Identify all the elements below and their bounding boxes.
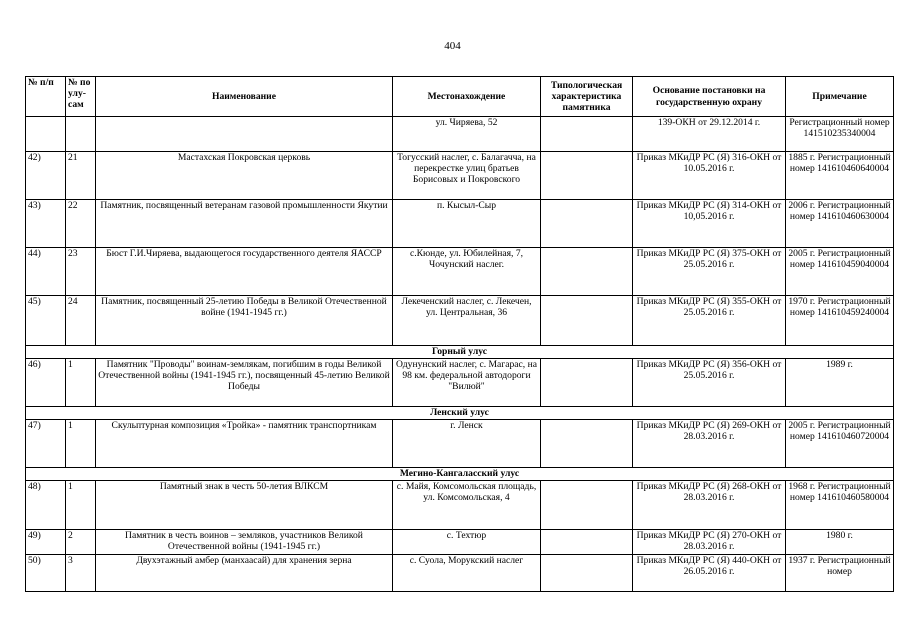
cell-basis: Приказ МКиДР РС (Я) 440-ОКН от 26.05.2016 г. xyxy=(633,555,786,592)
cell-type xyxy=(541,117,633,152)
header-note: Примечание xyxy=(786,77,894,117)
section-title: Ленский улус xyxy=(26,407,894,420)
cell-note: 1970 г. Регистрационный номер 141610459240004 xyxy=(786,296,894,346)
section-row xyxy=(26,468,894,481)
cell-num: 47) xyxy=(26,420,66,468)
header-location: Местонахождение xyxy=(393,77,541,117)
cell-location: с. Суола, Морукский наслег xyxy=(393,555,541,592)
cell-ulus-num: 1 xyxy=(66,481,96,530)
cell-location: с. Майя, Комсомольская площадь, ул. Комсомольская, 4 xyxy=(393,481,541,530)
cell-note: 1989 г. xyxy=(786,359,894,407)
cell-ulus-num xyxy=(66,117,96,152)
cell-name: Памятный знак в честь 50-летия ВЛКСМ xyxy=(96,481,393,530)
cell-ulus-num: 22 xyxy=(66,200,96,248)
cell-note: 1968 г. Регистрационный номер 141610460580004 xyxy=(786,481,894,530)
cell-note: 2005 г. Регистрационный номер 141610460720004 xyxy=(786,420,894,468)
section-title: Горный улус xyxy=(26,346,894,359)
table-row xyxy=(26,420,894,468)
cell-num: 48) xyxy=(26,481,66,530)
table-row xyxy=(26,555,894,592)
section-row xyxy=(26,407,894,420)
cell-basis: Приказ МКиДР РС (Я) 314-ОКН от 10,05.2016 г. xyxy=(633,200,786,248)
section-row xyxy=(26,346,894,359)
cell-name xyxy=(96,117,393,152)
table-row xyxy=(26,296,894,346)
cell-basis: Приказ МКиДР РС (Я) 270-ОКН от 28.03.2016 г. xyxy=(633,530,786,555)
table-row xyxy=(26,530,894,555)
section-title: Мегино-Кангаласский улус xyxy=(26,468,894,481)
cell-basis: Приказ МКиДР РС (Я) 316-ОКН от 10.05.2016 г. xyxy=(633,152,786,200)
cell-basis: 139-ОКН от 29.12.2014 г. xyxy=(633,117,786,152)
cell-num: 44) xyxy=(26,248,66,296)
cell-location: Лекеченский наслег, с. Лекечен, ул. Центральная, 36 xyxy=(393,296,541,346)
table-row xyxy=(26,152,894,200)
cell-ulus-num: 24 xyxy=(66,296,96,346)
cell-name: Скульптурная композиция «Тройка» - памятник транспортникам xyxy=(96,420,393,468)
cell-ulus-num: 1 xyxy=(66,420,96,468)
cell-type xyxy=(541,296,633,346)
cell-name: Памятник в честь воинов – земляков, участников Великой Отечественной войны (1941-1945 гг.) xyxy=(96,530,393,555)
cell-type xyxy=(541,481,633,530)
cell-location: п. Кысыл-Сыр xyxy=(393,200,541,248)
cell-ulus-num: 3 xyxy=(66,555,96,592)
header-num: № п/п xyxy=(26,77,66,117)
cell-name: Памятник, посвященный ветеранам газовой промышленности Якутии xyxy=(96,200,393,248)
header-name: Наименование xyxy=(96,77,393,117)
page-number: 404 xyxy=(444,40,461,52)
cell-basis: Приказ МКиДР РС (Я) 355-ОКН от 25.05.2016 г. xyxy=(633,296,786,346)
cell-basis: Приказ МКиДР РС (Я) 268-ОКН от 28.03.2016 г. xyxy=(633,481,786,530)
cell-location: ул. Чиряева, 52 xyxy=(393,117,541,152)
cell-location: Тогусский наслег, с. Балагачча, на перекрестке улиц братьев Борисовых и Покровского xyxy=(393,152,541,200)
cell-num: 49) xyxy=(26,530,66,555)
monuments-table xyxy=(25,76,894,592)
cell-type xyxy=(541,420,633,468)
cell-name: Бюст Г.И.Чиряева, выдающегося государственного деятеля ЯАССР xyxy=(96,248,393,296)
cell-type xyxy=(541,248,633,296)
cell-ulus-num: 21 xyxy=(66,152,96,200)
cell-note: 1980 г. xyxy=(786,530,894,555)
cell-note: Регистрационный номер 141510235340004 xyxy=(786,117,894,152)
cell-note: 2006 г. Регистрационный номер 141610460630004 xyxy=(786,200,894,248)
cell-name: Мастахская Покровская церковь xyxy=(96,152,393,200)
header-ulus-num: № по улу-сам xyxy=(66,77,96,117)
cell-note: 1937 г. Регистрационный номер xyxy=(786,555,894,592)
cell-name: Памятник, посвященный 25-летию Победы в Великой Отечественной войне (1941-1945 гг.) xyxy=(96,296,393,346)
cell-location: с. Техтюр xyxy=(393,530,541,555)
cell-num: 46) xyxy=(26,359,66,407)
cell-type xyxy=(541,359,633,407)
cell-type xyxy=(541,200,633,248)
cell-name: Двухэтажный амбер (манхаасай) для хранения зерна xyxy=(96,555,393,592)
cell-location: с.Кюнде, ул. Юбилейная, 7, Чочунский наслег. xyxy=(393,248,541,296)
header-row xyxy=(26,77,894,117)
cell-num: 43) xyxy=(26,200,66,248)
table-row xyxy=(26,248,894,296)
cell-type xyxy=(541,555,633,592)
cell-ulus-num: 2 xyxy=(66,530,96,555)
cell-ulus-num: 1 xyxy=(66,359,96,407)
cell-num xyxy=(26,117,66,152)
cell-num: 42) xyxy=(26,152,66,200)
table-row xyxy=(26,359,894,407)
cell-basis: Приказ МКиДР РС (Я) 269-ОКН от 28.03.2016 г. xyxy=(633,420,786,468)
cell-basis: Приказ МКиДР РС (Я) 356-ОКН от 25.05.2016 г. xyxy=(633,359,786,407)
cell-type xyxy=(541,530,633,555)
cell-num: 50) xyxy=(26,555,66,592)
header-basis: Основание постановки на государственную охрану xyxy=(633,77,786,117)
cell-note: 1885 г. Регистрационный номер 141610460640004 xyxy=(786,152,894,200)
table-row xyxy=(26,200,894,248)
table-row xyxy=(26,117,894,152)
header-type: Типологическая характеристика памятника xyxy=(541,77,633,117)
cell-name: Памятник "Проводы" воинам-землякам, погибшим в годы Великой Отечественной войны (1941-1945 гг.), посвященный 45-летию Великой Победы xyxy=(96,359,393,407)
cell-num: 45) xyxy=(26,296,66,346)
table-row xyxy=(26,481,894,530)
cell-note: 2005 г. Регистрационный номер 141610459040004 xyxy=(786,248,894,296)
cell-ulus-num: 23 xyxy=(66,248,96,296)
cell-location: Одунунский наслег, с. Магарас, на 98 км. федеральной автодороги "Вилюй" xyxy=(393,359,541,407)
cell-basis: Приказ МКиДР РС (Я) 375-ОКН от 25.05.2016 г. xyxy=(633,248,786,296)
cell-location: г. Ленск xyxy=(393,420,541,468)
cell-type xyxy=(541,152,633,200)
